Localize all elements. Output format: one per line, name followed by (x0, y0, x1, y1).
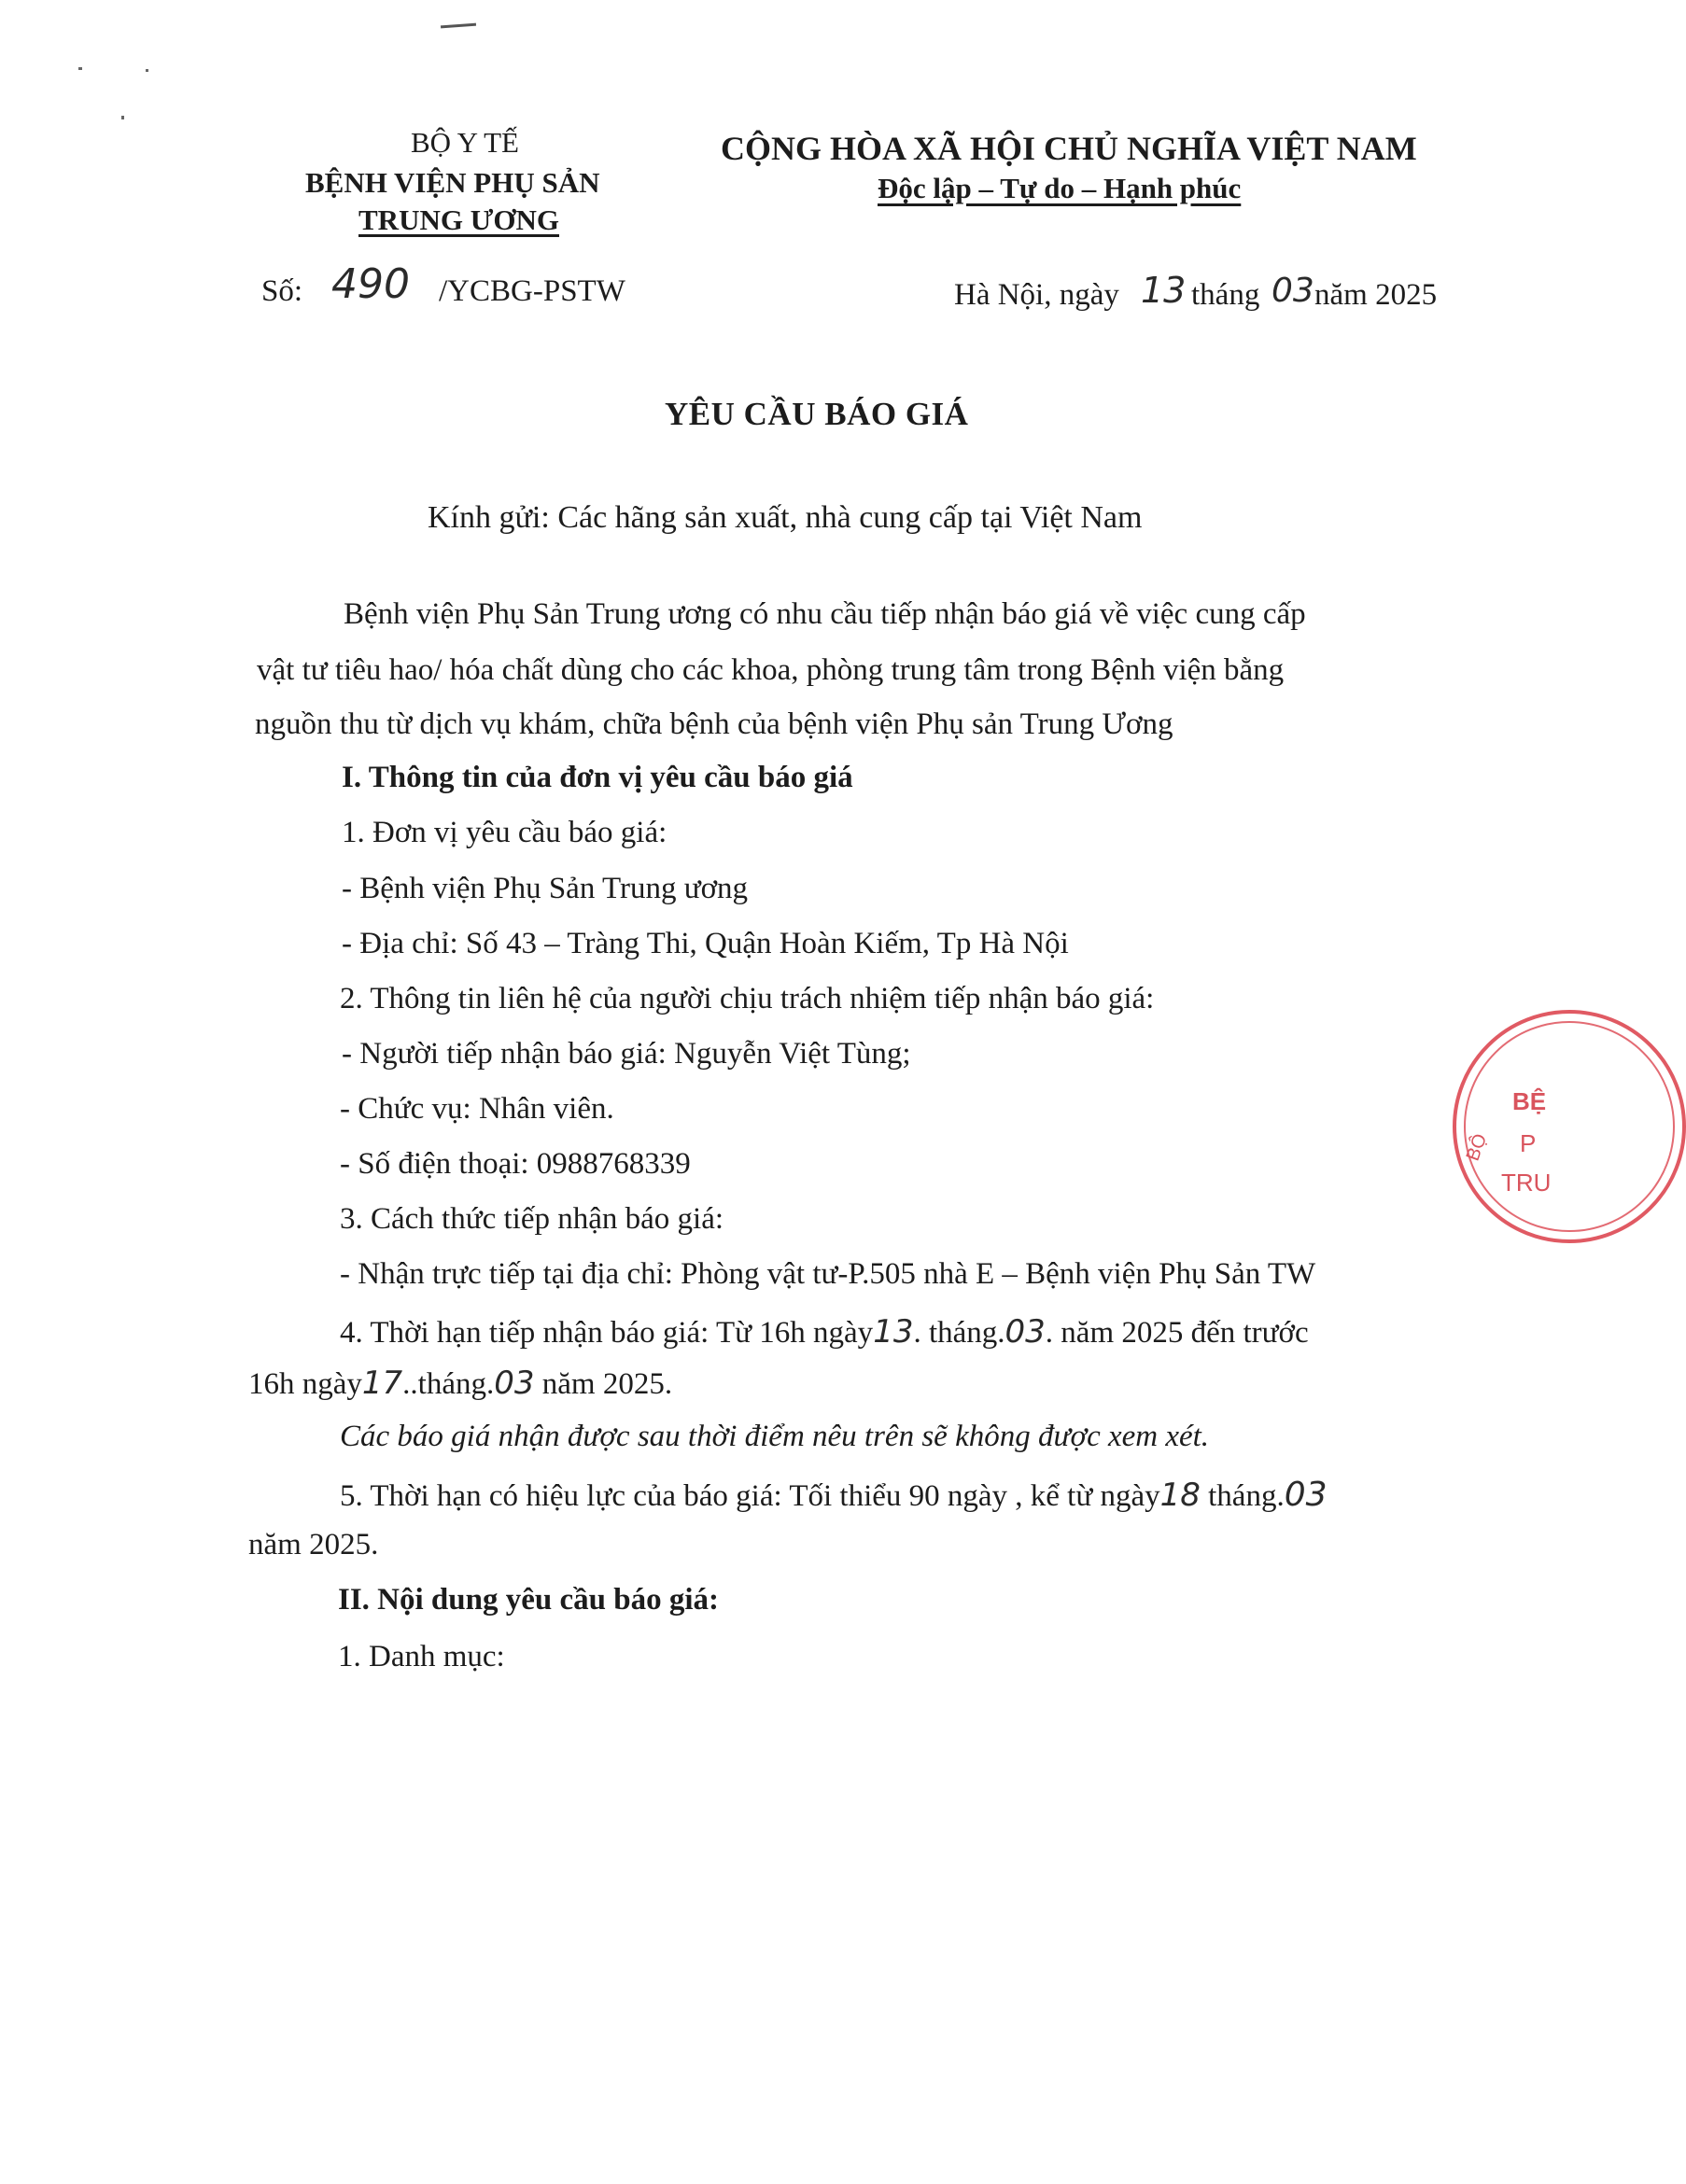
deadline-start-day-handwritten: 13 (873, 1313, 914, 1351)
nation-title: CỘNG HÒA XÃ HỘI CHỦ NGHĨA VIỆT NAM (721, 130, 1417, 167)
receiver-phone: - Số điện thoại: 0988768339 (340, 1147, 691, 1181)
receiving-method: - Nhận trực tiếp tại địa chỉ: Phòng vật tư-P.505 nhà E – Bệnh viện Phụ Sản TW (340, 1257, 1316, 1291)
deadline-end-day-handwritten: 17 (361, 1365, 403, 1402)
section-1-item-4-line-2: 16h ngày17..tháng.03 năm 2025. (248, 1365, 673, 1402)
unit-address: - Địa chỉ: Số 43 – Tràng Thi, Quận Hoàn Kiếm, Tp Hà Nội (342, 927, 1069, 960)
validity-month-handwritten: 03 (1284, 1476, 1328, 1514)
document-number-suffix: /YCBG-PSTW (439, 274, 625, 308)
date-year: năm 2025 (1314, 278, 1438, 312)
hospital-name-line2: TRUNG ƯƠNG (358, 203, 559, 236)
section-2-item-1: 1. Danh mục: (338, 1640, 505, 1673)
scan-speck (121, 116, 124, 119)
document-title: YÊU CẦU BÁO GIÁ (665, 396, 969, 432)
section-1-item-3: 3. Cách thức tiếp nhận báo giá: (340, 1202, 724, 1236)
deadline-start-month-handwritten: 03 (1005, 1313, 1046, 1351)
section-1-item-1: 1. Đơn vị yêu cầu báo giá: (342, 816, 667, 849)
intro-line-3: nguồn thu từ dịch vụ khám, chữa bệnh của bệnh viện Phụ sản Trung Ương (255, 707, 1173, 741)
document-number-label: Số: (261, 274, 303, 308)
scan-mark (441, 23, 476, 29)
addressee-line: Kính gửi: Các hãng sản xuất, nhà cung cấp tại Việt Nam (428, 500, 1143, 535)
scan-speck (146, 69, 148, 72)
intro-line-2: vật tư tiêu hao/ hóa chất dùng cho các khoa, phòng trung tâm trong Bệnh viện bằng (257, 653, 1285, 687)
validity-day-handwritten: 18 (1159, 1477, 1201, 1514)
deadline-end-month-handwritten: 03 (494, 1365, 535, 1402)
section-1-item-5-line-1: 5. Thời hạn có hiệu lực của báo giá: Tối thiểu 90 ngày , kể từ ngày18 tháng.03 (340, 1476, 1328, 1514)
seal-text-line-1: BỆ (1512, 1087, 1547, 1115)
date-month-label: tháng (1191, 278, 1260, 312)
seal-text-line-2: P (1520, 1129, 1537, 1157)
receiver-position: - Chức vụ: Nhân viên. (340, 1092, 614, 1126)
section-1-item-5-line-2: năm 2025. (248, 1528, 379, 1561)
section-1-item-2: 2. Thông tin liên hệ của người chịu trách nhiệm tiếp nhận báo giá: (340, 982, 1155, 1015)
ministry-name: BỘ Y TẾ (411, 126, 519, 159)
section-1-heading: I. Thông tin của đơn vị yêu cầu báo giá (342, 761, 853, 794)
date-prefix: Hà Nội, ngày (954, 278, 1119, 312)
date-month-handwritten: 03 (1272, 272, 1314, 310)
hospital-name-line1: BỆNH VIỆN PHỤ SẢN (305, 166, 600, 199)
requesting-unit: - Bệnh viện Phụ Sản Trung ương (342, 872, 749, 905)
scan-speck (78, 67, 82, 70)
late-quotation-note: Các báo giá nhận được sau thời điểm nêu trên sẽ không được xem xét. (340, 1420, 1210, 1453)
seal-side-text: BỘ (1462, 1130, 1492, 1164)
national-motto: Độc lập – Tự do – Hạnh phúc (878, 172, 1242, 204)
document-number-handwritten: 490 (331, 260, 410, 308)
seal-text-line-3: TRU (1501, 1169, 1552, 1197)
section-2-heading: II. Nội dung yêu cầu báo giá: (338, 1583, 720, 1617)
intro-line-1: Bệnh viện Phụ Sản Trung ương có nhu cầu tiếp nhận báo giá về việc cung cấp (344, 597, 1306, 631)
official-seal-inner-ring (1464, 1021, 1675, 1232)
section-1-item-4-line-1: 4. Thời hạn tiếp nhận báo giá: Từ 16h ngày13. tháng.03. năm 2025 đến trước (340, 1313, 1309, 1351)
date-day-handwritten: 13 (1141, 270, 1187, 311)
receiver-name: - Người tiếp nhận báo giá: Nguyễn Việt Tùng; (342, 1037, 911, 1071)
